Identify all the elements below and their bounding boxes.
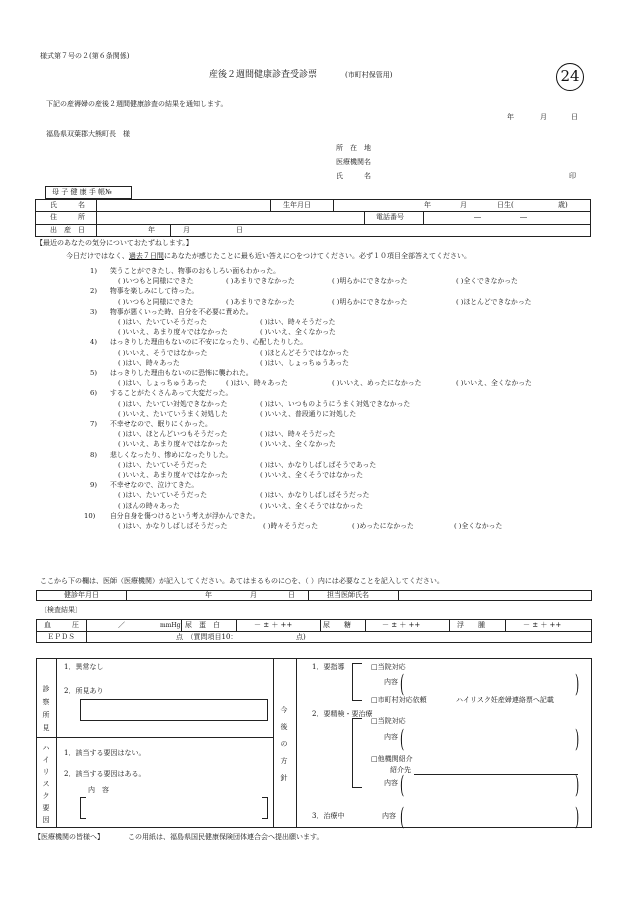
question-number: 9) xyxy=(90,481,97,490)
footer-note: この用紙は、福島県国民健康保険団体連合会へ提出願います。 xyxy=(128,833,324,841)
findings-row-line xyxy=(36,737,273,738)
answer-option[interactable]: ( )明らかにできなかった xyxy=(332,297,408,306)
exam-col-line xyxy=(308,590,309,601)
answer-option[interactable]: ( )めったになかった xyxy=(352,522,414,530)
policy-treatment-content2-label: 内容 xyxy=(384,779,398,787)
policy-treatment-inhouse[interactable]: □当院対応 xyxy=(371,717,406,725)
question-text: 笑うことができたし、物事のおもしろい面もわかった。 xyxy=(110,267,280,275)
policy-treatment-content-label: 内容 xyxy=(384,733,398,741)
edema-scale[interactable]: － ± ＋ ++ xyxy=(523,621,562,629)
paren-close: ) xyxy=(575,803,580,831)
answer-option[interactable]: ( )いいえ、全くそうではなかった xyxy=(260,501,364,510)
question-number: 10) xyxy=(84,511,96,520)
dob-year: 年 xyxy=(424,201,431,209)
doctor-intro: ここから下の欄は、医師（医療機関）が記入してください。あてはまるものに○を、（ ）内には必要なことを記入してください。 xyxy=(40,577,444,585)
mch-number-label: 母 子 健 康 手 帳№ xyxy=(52,188,112,196)
exam-date-label: 健診年月日 xyxy=(64,591,99,599)
answer-option[interactable]: ( )はい、時々そうだった xyxy=(260,318,336,326)
dob-day: 日生( xyxy=(497,201,514,209)
answer-option[interactable]: ( )いいえ、そうではなかった xyxy=(118,348,208,357)
finding-detail-bracket-left[interactable] xyxy=(80,699,268,721)
paren-open: ( xyxy=(400,670,405,698)
results-col-line xyxy=(365,619,366,631)
instruction-underline: 過去７日間 xyxy=(128,252,164,260)
answer-option[interactable]: ( )いいえ、あまり度々ではなかった xyxy=(118,471,228,479)
instruction-post: にあなたが感じたことに最も近い答えに○をつけてください。必ず１０項目全部答えてください。 xyxy=(163,252,471,260)
answer-option[interactable]: ( )明らかにできなかった xyxy=(332,277,408,286)
birth-year: 年 xyxy=(148,226,155,234)
questionnaire-instruction xyxy=(66,253,471,260)
paren-open: ( xyxy=(400,771,405,799)
bp-slash: ／ xyxy=(118,621,125,629)
patient-col-line xyxy=(364,211,365,224)
dob-field[interactable] xyxy=(334,200,590,210)
phone-dash-2: ― xyxy=(520,213,527,221)
results-col-line xyxy=(236,619,237,631)
policy-under-treatment[interactable]: 3．治療中 xyxy=(312,812,345,820)
address-label: 住 所 xyxy=(50,213,85,221)
bp-unit: mmHg xyxy=(160,622,181,629)
answer-option[interactable]: ( )いいえ、全くなかった xyxy=(260,328,336,337)
epds-points-end: 点) xyxy=(296,633,306,641)
results-label: 〔検査結果〕 xyxy=(40,606,82,614)
risk-content-label: 内 容 xyxy=(88,786,109,794)
risk-bracket-left[interactable] xyxy=(80,797,86,819)
birth-date-label: 出 産 日 xyxy=(50,226,85,234)
answer-option[interactable]: ( )いつもと同様にできた xyxy=(118,277,194,286)
urine-protein-label: 尿 蛋 白 xyxy=(185,621,220,629)
policy-guidance-note: ハイリスク妊産婦連絡票へ記載 xyxy=(456,696,554,704)
question-text: 物事が悪くいった時、自分を不必要に責めた。 xyxy=(110,307,253,316)
answer-option[interactable]: ( )あまりできなかった xyxy=(226,277,295,286)
answer-option[interactable]: ( )全くできなかった xyxy=(456,277,518,286)
answer-option[interactable]: ( )ほとんどそうではなかった xyxy=(260,348,350,357)
notice-text: 下記の産褥婦の産後２週間健康診査の結果を通知します。 xyxy=(46,100,228,108)
answer-option[interactable]: ( )はい、かなりしばしばそうであった xyxy=(260,460,377,469)
answer-option[interactable]: ( )はい、たいていそうだった xyxy=(118,491,208,500)
page-subtitle: (市町村保管用) xyxy=(345,71,393,79)
answer-option[interactable]: ( )いいえ、たいていうまく対処した xyxy=(118,409,228,418)
answer-option[interactable]: ( )いいえ、全くそうではなかった xyxy=(260,471,364,479)
findings-col-line xyxy=(296,658,297,828)
edema-label: 浮 腫 xyxy=(457,621,485,629)
notice-day: 日 xyxy=(571,113,578,121)
footer-note-label: 【医療機関の皆様へ】 xyxy=(34,833,104,841)
doctor-name-label: 担当医師氏名 xyxy=(327,591,369,599)
policy-guidance-inhouse[interactable]: □当院対応 xyxy=(371,663,406,671)
answer-option[interactable]: ( )はい、かなりしばしばそうだった xyxy=(260,491,370,500)
paren-close: ) xyxy=(575,725,580,753)
policy-treatment-referral[interactable]: □他機関紹介 xyxy=(371,755,413,763)
risk-option-none[interactable]: 1．該当する要因はない。 xyxy=(64,749,146,757)
answer-option[interactable]: ( )ほとんどできなかった xyxy=(456,297,532,306)
policy-under-treatment-content-label: 内容 xyxy=(382,812,396,820)
facility-name-label: 医療機関名 xyxy=(336,158,371,166)
answer-option[interactable]: ( )あまりできなかった xyxy=(226,297,295,306)
paren-open: ( xyxy=(400,803,405,831)
policy-guidance-content-label: 内容 xyxy=(384,678,398,686)
name-field[interactable] xyxy=(97,200,269,210)
notice-year: 年 xyxy=(507,113,514,121)
urine-sugar-scale[interactable]: － ± ＋ ++ xyxy=(382,621,421,629)
results-col-line xyxy=(505,619,506,631)
question-number: 3) xyxy=(90,307,97,316)
phone-dash-1: ― xyxy=(474,213,481,221)
question-number: 6) xyxy=(90,389,97,398)
answer-option[interactable]: ( )時々そうだった xyxy=(263,522,319,530)
question-text: 自分自身を傷つけるという考えが浮かんできた。 xyxy=(110,511,260,520)
question-number: 8) xyxy=(90,450,97,459)
answer-option[interactable]: ( )はい、時々あった xyxy=(118,358,180,367)
form-badge: 24 xyxy=(556,63,584,91)
findings-col-line xyxy=(273,658,274,828)
finding-option-abnormal[interactable]: 2．所見あり xyxy=(64,687,104,695)
question-number: 4) xyxy=(90,338,97,347)
answer-option[interactable]: ( )はい、しょっちゅうあった xyxy=(118,379,207,388)
epds-label: ＥＰＤＳ xyxy=(47,633,75,641)
patient-col-line xyxy=(270,199,271,211)
referral-destination-label: 紹介先 xyxy=(390,766,411,774)
page-title: 産後２週間健康診査受診票 xyxy=(209,70,318,80)
answer-option[interactable]: ( )はい、たいていそうだった xyxy=(118,460,208,469)
question-text: はっきりした理由もないのに不安になったり、心配したりした。 xyxy=(110,338,308,347)
paren-close: ) xyxy=(575,771,580,799)
question-text: 不幸せなので、眠りにくかった。 xyxy=(110,420,212,428)
recipient: 福島県双葉郡大熊町長 様 xyxy=(46,130,130,138)
instruction-pre: 今日だけではなく、 xyxy=(66,252,129,260)
questionnaire-heading: 【最近のあなたの気分についておたずねします。】 xyxy=(36,239,193,247)
patient-row-line xyxy=(35,224,591,225)
question-text: 不幸せなので、泣けてきた。 xyxy=(110,481,199,490)
answer-option[interactable]: ( )いいえ、めったになかった xyxy=(332,379,422,388)
future-policy-label: 今後の方針 xyxy=(280,706,288,782)
referral-destination-line[interactable] xyxy=(414,774,578,775)
answer-option[interactable]: ( )いいえ、普段通りに対処した xyxy=(260,409,357,418)
notice-month: 月 xyxy=(540,113,547,121)
results-col-line xyxy=(320,619,321,631)
question-text: 物事を楽しみにして待った。 xyxy=(110,287,199,296)
answer-option[interactable]: ( )はい、たいてい対処できなかった xyxy=(118,399,228,408)
question-number: 2) xyxy=(90,287,97,296)
findings-col-line xyxy=(56,658,57,828)
answer-option[interactable]: ( )はい、いつものようにうまく対処できなかった xyxy=(260,399,411,408)
answer-option[interactable]: ( )はい、時々そうだった xyxy=(260,430,336,439)
urine-protein-scale[interactable]: － ± ＋ ++ xyxy=(254,621,293,629)
policy-guidance[interactable]: 1．要指導 xyxy=(312,663,345,671)
bp-label: 血 圧 xyxy=(44,621,79,629)
birth-day: 日 xyxy=(236,226,243,234)
answer-option[interactable]: ( )全くなかった xyxy=(454,522,503,530)
finding-detail-bracket-right xyxy=(262,699,268,721)
answer-option[interactable]: ( )はい、かなりしばしばそうだった xyxy=(118,522,228,530)
question-number: 7) xyxy=(90,420,97,428)
urine-sugar-label: 尿 糖 xyxy=(323,621,351,629)
answer-option[interactable]: ( )はい、たいていそうだった xyxy=(118,318,208,326)
paren-open: ( xyxy=(400,725,405,753)
finding-option-normal[interactable]: 1．異常なし xyxy=(64,663,104,671)
results-col-line xyxy=(86,619,87,643)
exam-col-line xyxy=(126,590,127,601)
dob-age: 歳) xyxy=(558,201,568,209)
name-label: 氏 名 xyxy=(50,201,85,209)
question-text: はっきりした理由もないのに恐怖に襲われた。 xyxy=(110,369,253,377)
question-text: することがたくさんあって大変だった。 xyxy=(110,389,233,398)
policy-guidance-brace xyxy=(352,663,362,701)
answer-option[interactable]: ( )はい、ほとんどいつもそうだった xyxy=(118,430,228,439)
findings-table xyxy=(36,658,592,831)
high-risk-label: ハイリスク要因 xyxy=(42,744,50,824)
answer-option[interactable]: ( )いいえ、全くなかった xyxy=(456,379,532,388)
policy-treatment-brace xyxy=(352,718,362,788)
doctor-name-field[interactable] xyxy=(399,591,591,600)
risk-option-present[interactable]: 2．該当する要因はある。 xyxy=(64,770,146,778)
question-number: 1) xyxy=(90,267,97,275)
dob-month: 月 xyxy=(460,201,467,209)
policy-treatment[interactable]: 2．要精検・要治療 xyxy=(312,710,373,718)
exam-month: 月 xyxy=(250,591,257,599)
risk-bracket-right xyxy=(262,797,268,819)
phone-label: 電話番号 xyxy=(376,213,404,221)
exam-day: 日 xyxy=(288,591,295,599)
epds-points: 点 （質問項目10： xyxy=(176,633,238,641)
answer-option[interactable]: ( )いいえ、あまり度々ではなかった xyxy=(118,440,228,449)
results-row-line xyxy=(36,631,592,632)
answer-option[interactable]: ( )はい、しょっちゅうあった xyxy=(260,358,349,367)
facility-doctor-label: 氏 名 xyxy=(336,172,371,180)
facility-address-label: 所 在 地 xyxy=(336,144,371,152)
answer-option[interactable]: ( )はい、時々あった xyxy=(226,379,288,388)
form-number: 様式第７号の２(第６条関係) xyxy=(40,52,130,60)
address-field[interactable] xyxy=(97,212,363,223)
policy-guidance-municipal[interactable]: □市町村対応依頼 xyxy=(371,696,427,704)
birth-month: 月 xyxy=(183,226,190,234)
dob-label: 生年月日 xyxy=(283,201,311,209)
question-text: 悲しくなったり、惨めになったりした。 xyxy=(110,450,233,459)
question-number: 5) xyxy=(90,369,97,377)
answer-option[interactable]: ( )いいえ、全くなかった xyxy=(260,440,336,449)
exam-findings-label: 診察所見 xyxy=(42,685,50,732)
patient-col-line xyxy=(170,224,171,237)
phone-field[interactable] xyxy=(424,212,590,223)
answer-option[interactable]: ( )いつもと同様にできた xyxy=(118,297,194,306)
answer-option[interactable]: ( )ほんの時々あった xyxy=(118,501,180,510)
results-col-line xyxy=(449,619,450,631)
exam-year: 年 xyxy=(205,591,212,599)
paren-close: ) xyxy=(575,670,580,698)
answer-option[interactable]: ( )いいえ、あまり度々ではなかった xyxy=(118,328,228,337)
seal-mark: 印 xyxy=(569,172,576,180)
results-col-line xyxy=(181,619,182,631)
